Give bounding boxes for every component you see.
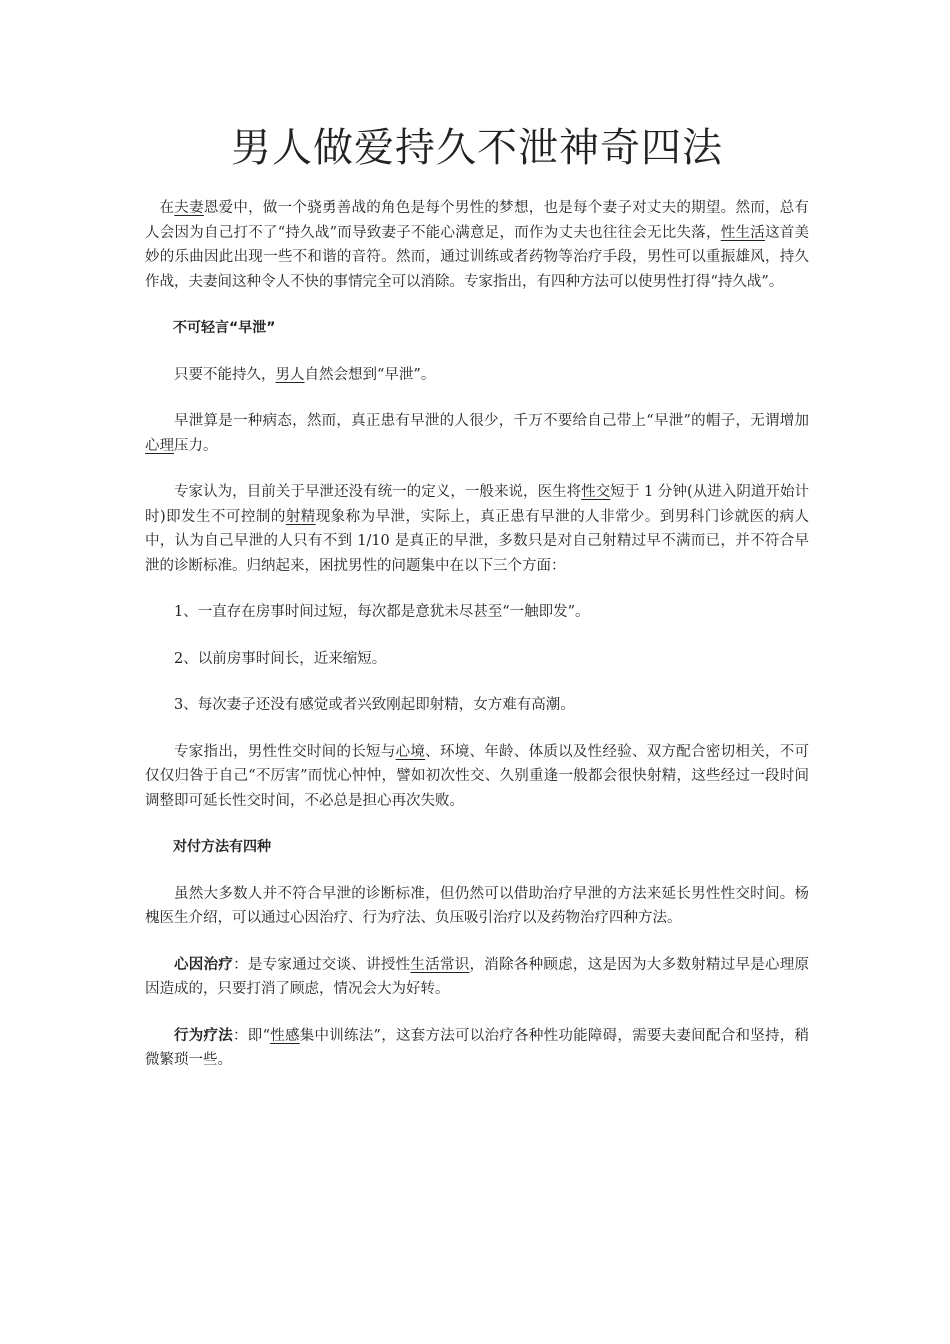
link-xinjing[interactable]: 心境 xyxy=(395,743,426,760)
text-run: 早泄算是一种病态，然而，真正患有早泄的人很少，千万不要给自己带上“早泄”的帽子，无谓增加 xyxy=(174,413,809,429)
paragraph xyxy=(145,740,809,814)
list-item: 3、每次妻子还没有感觉或者兴致刚起即射精，女方难有高潮。 xyxy=(174,697,575,713)
text-run: ：是专家通过交谈、讲授性 xyxy=(233,956,411,973)
document-title: 男人做爱持久不泄神奇四法 xyxy=(231,125,723,171)
link-xinli[interactable]: 心理 xyxy=(145,437,174,454)
document-page xyxy=(145,120,809,1095)
section-heading-1: 不可轻言“早泄” xyxy=(173,320,276,336)
term-bold: 行为疗法 xyxy=(174,1027,234,1044)
link-xingjiao[interactable]: 性交 xyxy=(581,484,611,500)
text-run: 只要不能持久， xyxy=(174,366,276,383)
text-run: 恩爱中，做一个骁勇善战的角色是每个男性的梦想，也是每个妻子对丈夫的期望。然而，总有人会因为自己打不了“持久战”而导致妻子不能心满意足，而作为丈夫也往往会无比失落， xyxy=(145,200,810,241)
link-xingshenghuo[interactable]: 性生活 xyxy=(720,224,766,241)
paragraph xyxy=(145,480,809,578)
link-fuqi[interactable]: 夫妻 xyxy=(174,200,204,216)
text-run: ，消除各种顾虑，这是因为大多数射精过早是心理原因造成的，只要打消了顾虑，情况会大为好转。 xyxy=(145,956,810,997)
text-run: ：即“ xyxy=(233,1027,270,1044)
link-shenghuochangshi[interactable]: 生活常识 xyxy=(410,956,470,973)
link-shejing[interactable]: 射精 xyxy=(285,508,316,525)
section-heading-2: 对付方法有四种 xyxy=(173,839,271,855)
text-run: 、环境、年龄、体质以及性经验、双方配合密切相关，不可仅仅归咎于自己“不厉害”而忧心忡忡，譬如初次性交、久别重逢一般都会很快射精，这些经过一段时间调整即可延长性交时间，不必总是担心再次失败。 xyxy=(145,743,810,809)
link-xinggan[interactable]: 性感 xyxy=(269,1027,300,1044)
intro-paragraph xyxy=(145,196,809,294)
paragraph xyxy=(145,953,809,1002)
text-run: 这首美妙的乐曲因此出现一些不和谐的音符。然而，通过训练或者药物等治疗手段，男性可以重振雄风，持久作战，夫妻间这种令人不快的事情完全可以消除。专家指出，有四种方法可以使男性打得“持久战”。 xyxy=(145,224,810,290)
text-run: 现象称为早泄，实际上，真正患有早泄的人非常少。到男科门诊就医的病人中，认为自己早泄的人只有不到 1/10 是真正的早泄，多数只是对自己射精过早不满而已，并不符合早泄的诊断标准。归纳起来，困扰男性的问题集中在以下三个方面： xyxy=(145,508,810,574)
text-run: 集中训练法”，这套方法可以治疗各种性功能障碍，需要夫妻间配合和坚持，稍微繁琐一些。 xyxy=(145,1027,809,1068)
text-run: 专家指出，男性性交时间的长短与 xyxy=(174,743,396,760)
paragraph: 虽然大多数人并不符合早泄的诊断标准，但仍然可以借助治疗早泄的方法来延长男性性交时间。杨槐医生介绍，可以通过心因治疗、行为疗法、负压吸引治疗以及药物治疗四种方法。 xyxy=(145,885,809,926)
paragraph xyxy=(145,409,809,458)
paragraph xyxy=(145,363,809,388)
list-item: 2、以前房事时间长，近来缩短。 xyxy=(174,650,387,667)
text-run: 在 xyxy=(159,200,175,216)
list-item: 1、一直存在房事时间过短，每次都是意犹未尽甚至“一触即发”。 xyxy=(174,604,590,620)
text-run: 短于 1 分钟(从进入阴道开始计时)即发生不可控制的 xyxy=(145,484,809,525)
link-nanren[interactable]: 男人 xyxy=(275,366,305,383)
paragraph xyxy=(145,1024,809,1073)
text-run: 自然会想到“早泄”。 xyxy=(304,366,436,383)
text-run: 专家认为，目前关于早泄还没有统一的定义，一般来说，医生将 xyxy=(174,484,582,500)
term-bold: 心因治疗 xyxy=(174,956,234,973)
text-run: 压力。 xyxy=(174,437,218,454)
